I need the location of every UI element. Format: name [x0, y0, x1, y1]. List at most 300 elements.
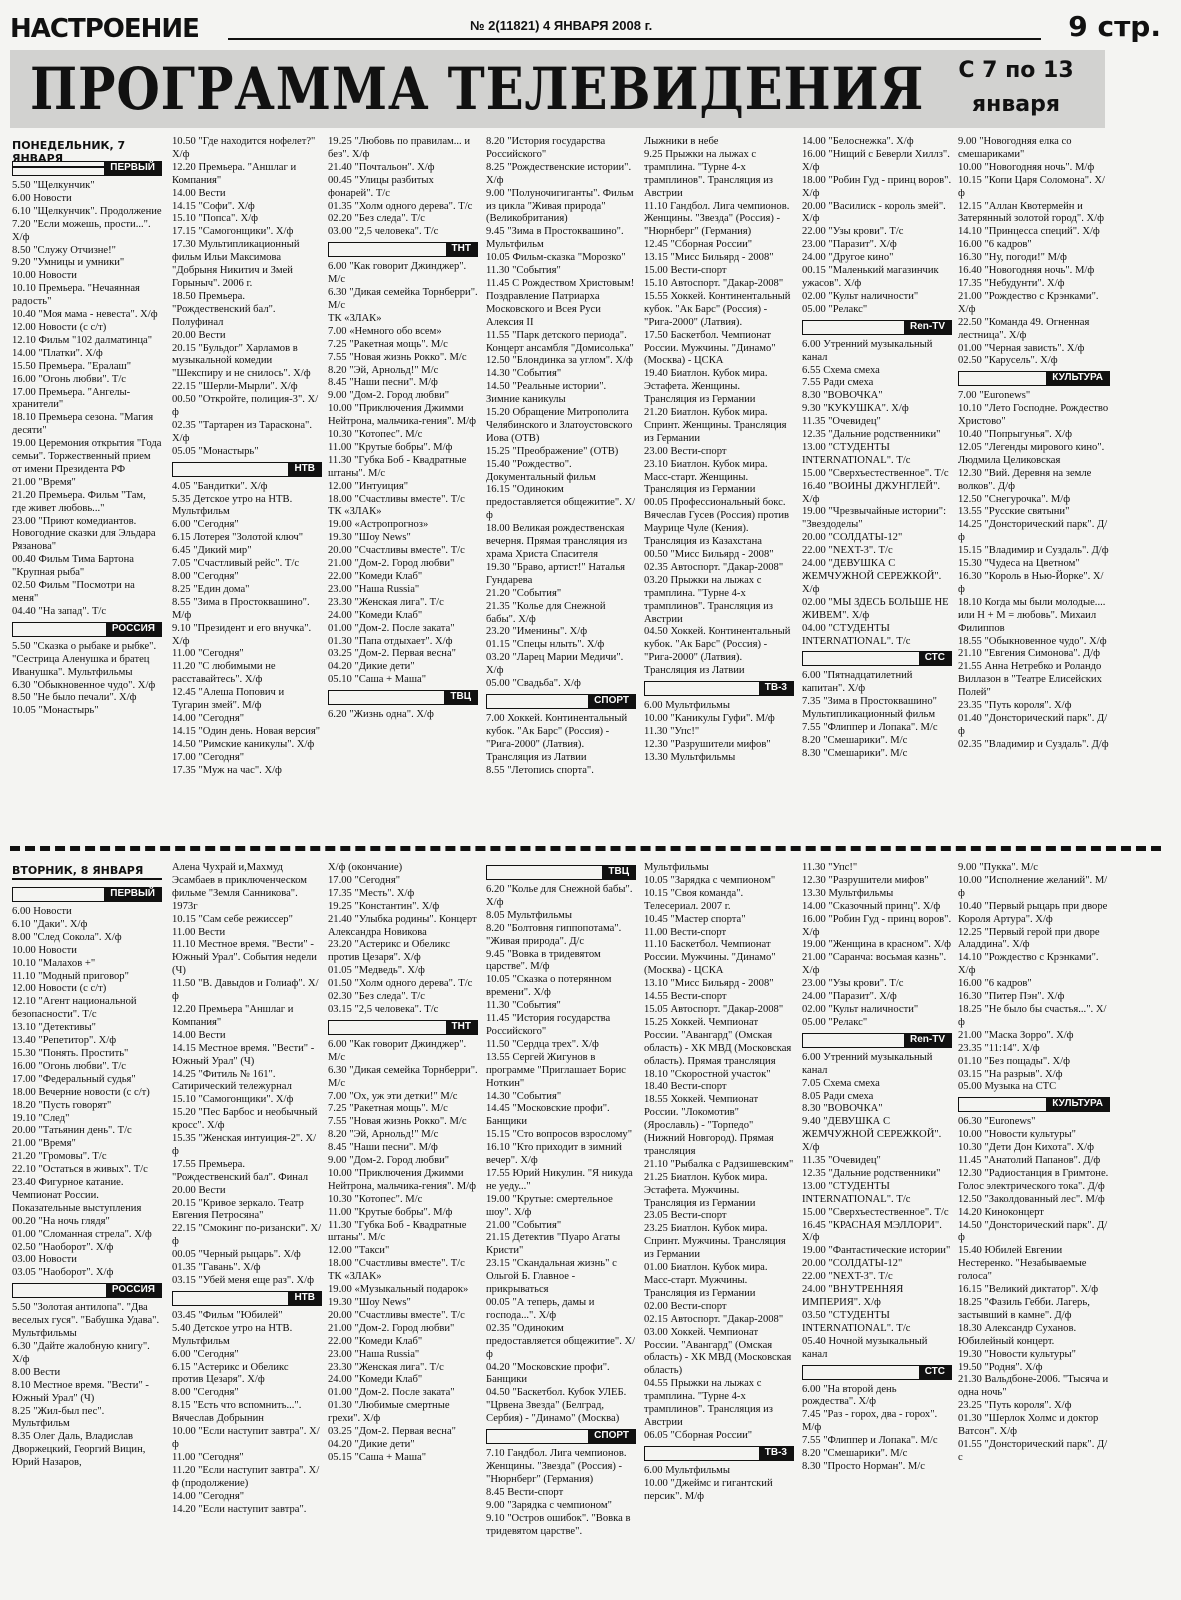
channel-name: ТВЦ — [444, 690, 477, 704]
program-listing: 20.00 Вести — [172, 1184, 226, 1196]
program-listing: 11.10 Гандбол. Лига чемпионов. Женщины. "Звезда" (Россия) - "Нюрнберг" (Германия) — [644, 200, 790, 238]
program-listing: 7.00 "Euronews" — [958, 390, 1031, 402]
program-listing: 18.25 "Не было бы счастья...". Х/ф — [958, 1003, 1107, 1028]
program-listing: 23.30 "Женская лига". Т/с — [328, 596, 444, 608]
program-listing: 6.00 Новости — [12, 906, 72, 917]
program-listing: 03.15 "2,5 человека". Т/с — [328, 1003, 439, 1015]
program-listing: 12.20 Премьера. "Аншлаг и Компания" — [172, 161, 297, 186]
program-listing: 15.15 "Владимир и Суздаль". Д/ф — [958, 545, 1109, 557]
program-listing: 15.30 "Чудеса на Цветном" — [958, 558, 1080, 570]
program-listing: 7.05 "Счастливый рейс". Т/с — [172, 558, 300, 570]
program-listing: 15.55 Хоккей. Континентальный кубок. "Ак Барс" (Россия) - "Рига-2000" (Латвия). — [644, 290, 791, 328]
program-listing: 05.15 "Саша + Маша" — [328, 1451, 427, 1463]
program-listing: 16.00 "6 кадров" — [958, 978, 1032, 990]
monday-column-2 — [172, 136, 322, 838]
program-listing: 21.00 "Время" — [12, 476, 76, 488]
program-listing: 15.25 "Преображение" (ОТВ) — [486, 445, 619, 457]
program-listing: 00.05 "А теперь, дамы и господа...". Х/ф — [486, 1297, 595, 1321]
program-listing: 21.00 "События" — [486, 1219, 562, 1231]
program-listing: 01.30 "Любимые смертные грехи". Х/ф — [328, 1400, 450, 1425]
program-listing: 03.00 "2,5 человека". Т/с — [328, 226, 439, 238]
program-listing: 02.35 "Владимир и Суздаль". Д/ф — [958, 738, 1109, 750]
program-listing: 21.10 "Рыбалка с Радзишевским" — [644, 1158, 794, 1170]
program-listing: 6.30 "Дикая семейка Торнберри". М/с — [328, 287, 478, 311]
channel-heading — [12, 887, 162, 902]
banner-dates — [941, 54, 1091, 122]
program-listing: 01.10 "Без пощады". Х/ф — [958, 1055, 1070, 1067]
program-listing: 23.15 "Скандальная жизнь" с Ольгой Б. Главное - прикрываться — [486, 1258, 617, 1296]
program-listing: 23.10 Биатлон. Кубок мира. Масс-старт. Женщины. Трансляция из Германии — [644, 458, 768, 496]
program-listing: 16.30 "Ну, погоди!" М/ф — [958, 252, 1067, 264]
program-listing: 12.35 "Дальние родственники" — [802, 1167, 941, 1179]
program-listing: 04.20 "Дикие дети" — [328, 661, 415, 673]
program-listing: 20.00 "Счастливы вместе". Т/с — [328, 1309, 465, 1321]
monday-column-5 — [644, 136, 794, 838]
program-listing: 02.50 "Карусель". Х/ф — [958, 355, 1058, 367]
program-listing: 10.00 Новости — [12, 270, 77, 282]
program-listing: 13.10 "Детективы" — [12, 1022, 96, 1034]
program-listing: 02.35 "Одиноким предоставляется общежитие". Х/ф — [486, 1322, 636, 1360]
channel-heading — [486, 694, 636, 709]
program-listing: 15.20 "Пес Барбос и необычный кросс". Х/ф — [172, 1107, 318, 1132]
channel-heading — [958, 371, 1110, 386]
program-listing: 18.10 Когда мы были молодые.... или Н + М = любовь". Михаил Филиппов — [958, 596, 1106, 634]
program-listing: 8.45 Вести-спорт — [486, 1486, 564, 1498]
program-listing: 23.20 "Именины". Х/ф — [486, 626, 588, 638]
program-listing: 00.05 Профессиональный бокс. Вячеслав Гусев (Россия) против Маурице Чуле (Кения). Трансляция из Казахстана — [644, 497, 790, 548]
program-listing: 16.15 "Великий диктатор". Х/ф — [958, 1284, 1099, 1296]
program-listing: 6.10 "Щелкунчик". Продолжение — [12, 205, 162, 217]
program-listing: 5.50 "Щелкунчик" — [12, 180, 95, 191]
program-listing: 17.30 Мультипликационный фильм Ильи Максимова "Добрыня Никитич и Змей Горыныч". 2006 г. — [172, 239, 300, 289]
program-listing: 17.35 "Небудунти". Х/ф — [958, 277, 1065, 289]
program-listing: 00.05 "Черный рыцарь". Х/ф — [172, 1249, 301, 1261]
channel-name: Ren-TV — [904, 320, 951, 334]
program-listing: 15.40 "Рождество". Документальный фильм — [486, 458, 596, 483]
program-listing: 6.10 "Даки". Х/ф — [12, 918, 88, 930]
program-listing: 8.25 "Жил-был пес". Мультфильм — [12, 1405, 105, 1430]
program-listing: 18.55 Хоккей. Чемпионат России. "Локомотив" (Ярославль) - "Торпедо" (Нижний Новгород). Прямая трансляция — [644, 1094, 774, 1157]
program-listing: 15.10 Автоспорт. "Дакар-2008" — [644, 277, 784, 289]
program-listing: 01.00 "Сломанная стрела". Х/ф — [12, 1228, 152, 1240]
program-listing: 14.20 "Если наступит завтра". — [172, 1503, 307, 1515]
program-listing: 15.00 "Сверхъестественное". Т/с — [802, 467, 949, 479]
program-listing: 03.00 Хоккей. Чемпионат России. "Авангард" (Омская область) - ХК МВД (Московская область) — [644, 1326, 792, 1377]
program-listing: 11.35 "Очевидец" — [802, 416, 881, 428]
program-listing: 5.35 Детское утро на НТВ. Мультфильм — [172, 493, 293, 518]
program-listing: 16.00 "Огонь любви". Т/с — [12, 1060, 126, 1072]
channel-heading — [486, 865, 636, 880]
monday-column-6 — [802, 136, 952, 838]
program-listing: 8.55 "Летопись спорта". — [486, 764, 594, 776]
program-listing: 11.00 "Крутые бобры". М/ф — [328, 1206, 453, 1218]
program-listing: 19.00 "Крутые: смертельное шоу". Х/ф — [486, 1193, 613, 1218]
program-listing: 12.00 Новости (с с/т) — [12, 983, 107, 995]
program-listing: 11.30 "Губка Боб - Квадратные штаны". М/с — [328, 454, 467, 479]
program-listing: 23.25 "Путь короля". Х/ф — [958, 1400, 1072, 1412]
program-listing: 01.55 "Донсторический парк". Д/с — [958, 1438, 1108, 1463]
program-listing: 12.00 Новости (с с/т) — [12, 321, 107, 333]
program-listing: 02.30 "Без следа". Т/с — [328, 991, 425, 1003]
program-listing: 13.15 "Мисс Бильярд - 2008" — [644, 252, 774, 264]
program-listing: 19.25 "Любовь по правилам... и без". Х/ф — [328, 136, 470, 160]
banner-dates-line-2: января — [972, 92, 1060, 117]
program-listing: 11.50 "В. Давыдов и Голиаф". Х/ф — [172, 978, 319, 1003]
page-number: 9 стр. — [1068, 10, 1161, 43]
program-listing: 8.20 "Смешарики". М/с — [802, 734, 908, 746]
channel-heading — [802, 320, 952, 335]
program-listing: 8.20 "Болтовня гиппопотама". "Живая природа". Д/с — [486, 922, 622, 947]
program-listing: 8.30 "ВОВОЧКА" — [802, 1103, 883, 1115]
program-listing: 7.25 "Ракетная мощь". М/с — [328, 1103, 448, 1115]
program-listing: 21.40 "Улыбка родины". Концерт Александра Новикова — [328, 913, 477, 938]
program-listing: 16.15 "Одиноким предоставляется общежитие". Х/ф — [486, 484, 636, 522]
program-listing: 04.50 Хоккей. Континентальный кубок. "Ак Барс" (Россия) - "Рига-2000" (Латвия). Трансляция из Латвии — [644, 626, 791, 677]
program-listing: 22.15 "Шерли-Мырли". Х/ф — [172, 381, 298, 393]
program-listing: 14.00 "Белоснежка". Х/ф — [802, 136, 914, 147]
program-listing: 10.00 "Приключения Джимми Нейтрона, мальчика-гения". М/ф — [328, 1167, 476, 1192]
program-listing: 19.30 "Новости культуры" — [958, 1348, 1076, 1360]
program-listing: 9.00 "Дом-2. Город любви" — [328, 390, 450, 402]
program-listing: 10.15 "Копи Царя Соломона". Х/ф — [958, 174, 1105, 199]
program-listing: 05.00 "Свадьба". Х/ф — [486, 678, 581, 690]
program-listing: 8.55 "Зима в Простоквашино". М/ф — [172, 596, 310, 621]
program-listing: 10.00 "Если наступит завтра". Х/ф — [172, 1426, 320, 1450]
program-listing: 16.00 "Робин Гуд - принц воров". Х/ф — [802, 913, 952, 938]
tuesday-column-6 — [802, 862, 952, 1594]
program-listing: 20.15 "Бульдог" Харламов в музыкальной комедии "Шекспиру и не снилось". Х/ф — [172, 342, 311, 380]
program-listing: 6.00 Утренний музыкальный канал — [802, 338, 933, 363]
program-listing: 10.05 "Монастырь" — [12, 705, 99, 717]
program-listing: 6.45 "Дикий мир" — [172, 545, 252, 557]
program-listing: 9.20 "Умницы и умники" — [12, 257, 125, 269]
program-listing: 10.05 Фильм-сказка "Морозко" — [486, 252, 626, 264]
program-listing: 00.40 Фильм Тима Бартона "Крупная рыба" — [12, 554, 134, 579]
program-listing: 12.30 "Радиостанция в Гримтоне. Голос электрического тока". Д/ф — [958, 1167, 1109, 1192]
program-listing: 8.10 Местное время. "Вести" - Южный Урал" (Ч) — [12, 1379, 149, 1404]
header-rule — [228, 38, 1041, 40]
program-listing: 22.00 "Комеди Клаб" — [328, 571, 423, 582]
program-listing: ТК «ЗЛАК» — [328, 506, 382, 518]
program-listing: 04.40 "На запад". Т/с — [12, 605, 107, 617]
program-listing: 20.00 "Счастливы вместе". Т/с — [328, 545, 465, 557]
program-listing: 03.15 "Убей меня еще раз". Х/ф — [172, 1275, 314, 1286]
channel-heading — [12, 1283, 162, 1298]
program-listing: Х/ф (окончание) — [328, 862, 403, 873]
program-listing: 17.35 "Месть". Х/ф — [328, 887, 415, 899]
channel-heading — [802, 1365, 952, 1380]
program-listing: 02.50 Фильм "Посмотри на меня" — [12, 580, 135, 604]
program-listing: 7.55 "Новая жизнь Рокко". М/с — [328, 351, 467, 363]
program-listing: 05.00 "Релакс" — [802, 303, 868, 315]
program-listing: 8.15 "Есть что вспомнить...". Вячеслав Добрынин — [172, 1400, 302, 1425]
program-listing: 18.00 Вечерние новости (с с/т) — [12, 1086, 150, 1098]
program-listing: 8.05 Ради смеха — [802, 1090, 874, 1102]
channel-name: РОССИЯ — [106, 622, 161, 636]
program-listing: 18.10 Премьера сезона. "Магия десяти" — [12, 412, 154, 437]
program-listing: 02.00 "Культ наличности" — [802, 290, 919, 302]
program-listing: 8.20 "Смешарики". М/с — [802, 1448, 908, 1460]
program-listing: 17.50 Баскетбол. Чемпионат России. Мужчины. "Динамо" (Москва) - ЦСКА — [644, 329, 776, 367]
program-listing: 03.20 Прыжки на лыжах с трамплина. "Турне 4-х трамплинов". Трансляция из Австрии — [644, 574, 773, 625]
program-listing: 03.00 Новости — [12, 1254, 77, 1266]
program-listing: 7.55 "Флиппер и Лопака". М/с — [802, 1435, 938, 1447]
program-listing: 6.00 "Сегодня" — [172, 1348, 239, 1360]
program-listing: ТК «ЗЛАК» — [328, 312, 382, 324]
program-listing: 8.30 "Смешарики". М/с — [802, 747, 908, 759]
program-listing: 21.20 "Громовы". Т/с — [12, 1151, 107, 1163]
program-listing: 13.55 Сергей Жигунов в программе "Приглашает Борис Ноткин" — [486, 1051, 626, 1089]
program-listing: 01.35 "Холм одного дерева". Т/с — [328, 200, 473, 212]
program-listing: 18.10 "Скоростной участок" — [644, 1068, 771, 1080]
program-listing: 12.10 Фильм "102 далматинца" — [12, 334, 153, 346]
program-listing: 16.40 "Новогодняя ночь". М/ф — [958, 265, 1095, 277]
program-listing: 24.00 "Паразит". Х/ф — [802, 991, 897, 1003]
channel-name: ТВ-3 — [759, 1446, 793, 1460]
program-listing: 10.15 "Своя команда". Телесериал. 2007 г. — [644, 887, 744, 912]
program-listing: 9.00 "Зарядка с чемпионом" — [486, 1499, 612, 1511]
program-listing: 6.15 Лотерея "Золотой ключ" — [172, 532, 304, 544]
program-listing: 7.00 Хоккей. Континентальный кубок. "Ак Барс" (Россия) - "Рига-2000" (Латвия). Трансляция из Латвии — [486, 712, 628, 763]
program-listing: 14.50 "Римские каникулы". Х/ф — [172, 738, 315, 750]
program-listing: 01.35 "Гавань". Х/ф — [172, 1262, 261, 1274]
program-listing: 8.00 Вести — [12, 1366, 61, 1378]
program-listing: 9.00 "Полуночигиганты". Фильм из цикла "Живая природа" (Великобритания) — [486, 187, 634, 225]
program-listing: 02.35 "Тартарен из Тараскона". Х/ф — [172, 419, 313, 444]
program-listing: 01.50 "Холм одного дерева". Т/с — [328, 978, 473, 990]
program-listing: 17.00 "Сегодня" — [328, 874, 401, 886]
program-listing: 12.05 "Легенды мирового кино". Людмила Целиковская — [958, 441, 1105, 466]
program-listing: 01.30 "Папа отдыхает". Х/ф — [328, 635, 453, 647]
program-listing: 00.50 "Откройте, полиция-3". Х/ф — [172, 394, 319, 419]
program-listing: 15.35 "Женская интуиция-2". Х/ф — [172, 1133, 317, 1157]
program-listing: 8.45 "Наши песни". М/ф — [328, 377, 438, 389]
program-listing: 7.00 "Ох, уж эти детки!" М/с — [328, 1090, 458, 1102]
program-listing: 19.30 "Шоу News" — [328, 1297, 411, 1308]
program-listing: 8.05 Мультфильмы — [486, 909, 572, 921]
program-listing: 12.45 "Сборная России" — [644, 239, 753, 251]
program-listing: 15.10 "Попса". Х/ф — [172, 213, 259, 225]
program-listing: 15.30 "Понять. Простить" — [12, 1047, 129, 1059]
program-listing: 21.00 "Рождество с Крэнками". Х/ф — [958, 290, 1099, 315]
program-listing: 9.10 "Остров ошибок". "Вовка в тридевятом царстве". — [486, 1512, 631, 1537]
program-listing: 10.40 "Моя мама - невеста". Х/ф — [12, 309, 158, 321]
program-listing: 23.35 "Путь короля". Х/ф — [958, 700, 1072, 712]
program-listing: 24.00 "ВНУТРЕННЯЯ ИМПЕРИЯ". Х/ф — [802, 1284, 904, 1308]
program-listing: 11.10 "Модный приговор" — [12, 970, 129, 982]
program-listing: 12.30 "Разрушители мифов" — [644, 738, 771, 750]
program-listing: 10.10 "Лето Господне. Рождество Христово" — [958, 403, 1109, 428]
channel-heading — [328, 690, 478, 705]
program-listing: 23.25 Биатлон. Кубок мира. Спринт. Мужчины. Трансляция из Германии — [644, 1223, 786, 1261]
program-listing: 18.00 "Робин Гуд - принц воров". Х/ф — [802, 174, 952, 199]
program-listing: 16.30 "Король в Нью-Йорке". Х/ф — [958, 571, 1104, 595]
program-listing: 14.00 Вести — [172, 187, 226, 199]
program-listing: 17.00 Премьера. "Ангелы-хранители" — [12, 386, 131, 411]
program-listing: 8.25 "Рождественские истории". Х/ф — [486, 161, 632, 186]
program-listing: 11.55 "Парк детского периода". Концерт ансамбля "Домисолька" — [486, 329, 634, 354]
program-listing: 14.00 "Платки". Х/ф — [12, 347, 103, 359]
program-listing: 18.30 Александр Суханов. Юбилейный концерт. — [958, 1322, 1077, 1347]
program-listing: 19.50 "Родня". Х/ф — [958, 1361, 1043, 1373]
program-listing: 22.00 "Комеди Клаб" — [328, 1335, 423, 1347]
program-listing: 14.30 "События" — [486, 1090, 562, 1102]
channel-heading — [644, 681, 794, 696]
program-listing: 02.35 Автоспорт. "Дакар-2008" — [644, 561, 784, 573]
channel-name: ТНТ — [446, 242, 477, 256]
program-listing: 10.40 "Попрыгунья". Х/ф — [958, 429, 1072, 441]
program-listing: 19.00 «Астропрогноз» — [328, 519, 429, 531]
program-listing: 19.10 "След" — [12, 1112, 70, 1124]
channel-heading — [958, 1097, 1110, 1112]
program-listing: 18.00 "Счастливы вместе". Т/с — [328, 493, 465, 505]
program-listing: 21.00 "Дом-2. Город любви" — [328, 1322, 455, 1334]
channel-name: КУЛЬТУРА — [1046, 1097, 1109, 1111]
program-listing: 9.00 "Дом-2. Город любви" — [328, 1155, 450, 1167]
program-listing: 00.20 "На ночь глядя" — [12, 1215, 110, 1227]
program-listing: 9.40 "ДЕВУШКА С ЖЕМЧУЖНОЙ СЕРЕЖКОЙ". Х/ф — [802, 1116, 942, 1154]
program-listing: 14.20 Киноконцерт — [958, 1206, 1044, 1218]
channel-name: ТВ-3 — [759, 681, 793, 695]
program-listing: 15.40 Юбилей Евгении Нестеренко. "Незабываемые голоса" — [958, 1245, 1087, 1283]
program-listing: 9.10 "Президент и его внучка". Х/ф — [172, 622, 312, 647]
program-listing: 23.00 "Узы крови". Т/с — [802, 978, 904, 990]
program-listing: 11.00 "Сегодня" — [172, 648, 244, 660]
program-listing: 20.00 Вести — [172, 329, 226, 341]
program-listing: 01.40 "Донсторический парк". Д/ф — [958, 712, 1108, 737]
program-listing: 8.50 "Не было печали". Х/ф — [12, 692, 137, 704]
program-listing: 12.30 "Разрушители мифов" — [802, 874, 929, 886]
channel-name: НТВ — [288, 1291, 321, 1305]
program-listing: 21.20 "События" — [486, 587, 562, 599]
program-listing: 13.00 "СТУДЕНТЫ INTERNATIONAL". Т/с — [802, 441, 911, 466]
channel-heading — [328, 242, 478, 257]
program-listing: 20.00 "Василиск - король змей". Х/ф — [802, 200, 946, 225]
program-listing: 8.00 "След Сокола". Х/ф — [12, 931, 122, 943]
program-listing: 12.00 "Такси" — [328, 1245, 390, 1257]
program-listing: 10.00 "Приключения Джимми Нейтрона, мальчика-гения". М/ф — [328, 403, 476, 428]
program-listing: 6.55 Схема смеха — [802, 364, 880, 376]
program-listing: 8.30 "Просто Норман". М/с — [802, 1460, 925, 1472]
channel-heading — [172, 1291, 322, 1306]
program-listing: 11.30 "События" — [486, 265, 561, 277]
program-listing: 13.30 Мультфильмы — [644, 751, 736, 763]
program-listing: 13.30 Мультфильмы — [802, 887, 894, 899]
channel-heading — [12, 622, 162, 637]
channel-name: ТВЦ — [602, 865, 635, 879]
program-listing: 8.20 "Эй, Арнольд!" М/с — [328, 364, 439, 376]
program-listing: 6.00 Мультфильмы — [644, 1464, 730, 1476]
tuesday-column-1 — [12, 884, 162, 1594]
program-listing: 12.45 "Алеша Попович и Тугарин змей". М/ф — [172, 687, 285, 712]
program-listing: 6.00 Мультфильмы — [644, 700, 730, 712]
program-listing: 19.30 "Браво, артист!" Наталья Гундарева — [486, 561, 626, 586]
program-listing: 7.05 Схема смеха — [802, 1077, 880, 1089]
program-listing: 10.30 "Котопес". М/с — [328, 1193, 423, 1205]
day-separator — [10, 846, 1161, 851]
program-listing: 02.15 Автоспорт. "Дакар-2008" — [644, 1313, 784, 1325]
program-listing: 22.00 "NEXT-3". Т/с — [802, 1271, 893, 1283]
banner-title: ПРОГРАММА ТЕЛЕВИДЕНИЯ — [30, 55, 925, 123]
program-listing: 7.10 Гандбол. Лига чемпионов. Женщины. "Звезда" (Россия) - "Нюрнберг" (Германия) — [486, 1448, 627, 1485]
tuesday-column-3 — [328, 862, 478, 1594]
program-listing: 21.10 "Евгения Симонова". Д/ф — [958, 648, 1100, 660]
program-listing: 7.00 «Немного обо всем» — [328, 325, 442, 337]
program-listing: 19.00 "Чрезвычайные истории": "Звездоделы" — [802, 506, 947, 531]
program-listing: 8.00 "Сегодня" — [172, 571, 239, 582]
program-listing: 11.00 Вести-спорт — [644, 926, 727, 938]
program-listing: 9.45 "Зима в Простоквашино". Мультфильм — [486, 226, 624, 251]
program-listing: 10.00 "Новогодняя ночь". М/ф — [958, 161, 1095, 173]
program-listing: 05.40 Ночной музыкальный канал — [802, 1335, 928, 1360]
program-listing: 21.20 Биатлон. Кубок мира. Спринт. Женщины. Трансляция из Германии — [644, 407, 787, 444]
day-heading-tuesday: ВТОРНИК, 8 ЯНВАРЯ — [12, 864, 162, 880]
program-listing: 16.00 "6 кадров" — [958, 239, 1032, 251]
program-listing: 17.15 "Самогонщики". Х/ф — [172, 226, 294, 238]
program-listing: 8.20 "История государства Российского" — [486, 136, 606, 160]
program-listing: 16.45 "КРАСНАЯ МЭЛЛОРИ". Х/ф — [802, 1219, 942, 1244]
program-listing: 24.00 "Комеди Клаб" — [328, 1374, 423, 1386]
program-listing: 12.15 "Аллан Квотермейн и Затерянный золотой город". Х/ф — [958, 200, 1104, 225]
program-listing: 6.00 Утренний музыкальный канал — [802, 1051, 933, 1076]
channel-name: РОССИЯ — [106, 1283, 161, 1297]
channel-name: КУЛЬТУРА — [1046, 371, 1109, 385]
program-listing: 10.45 "Мастер спорта" — [644, 913, 746, 925]
program-listing: 14.00 Вести — [172, 1029, 226, 1041]
program-listing: 23.00 "Наша Russia" — [328, 1348, 420, 1360]
program-listing: 10.10 Премьера. "Нечаянная радость" — [12, 283, 140, 308]
program-listing: 02.50 "Наоборот". Х/ф — [12, 1241, 114, 1253]
program-listing: 03.45 "Фильм "Юбилей" — [172, 1309, 283, 1321]
program-listing: 11.45 "Анатолий Папанов". Д/ф — [958, 1155, 1101, 1167]
channel-name: СТС — [919, 1365, 951, 1379]
program-listing: 18.50 Премьера. "Рождественский бал". Полуфинал — [172, 290, 276, 328]
program-listing: 10.15 "Сам себе режиссер" — [172, 913, 293, 925]
program-listing: 14.15 Местное время. "Вести" - Южный Урал" (Ч) — [172, 1042, 315, 1067]
program-listing: 03.25 "Дом-2. Первая весна" — [328, 648, 456, 660]
program-listing: 11.30 "Упс!" — [802, 862, 858, 873]
program-listing: 6.30 "Дикая семейка Торнберри". М/с — [328, 1064, 478, 1089]
program-listing: 22.15 "Смокинг по-ризански". Х/ф — [172, 1223, 322, 1248]
program-listing: 01.05 "Медведь". Х/ф — [328, 965, 425, 977]
program-listing: 20.00 "СОЛДАТЫ-12" — [802, 1258, 903, 1270]
program-listing: 12.30 "Вий. Деревня на земле волков". Д/ф — [958, 467, 1092, 492]
program-listing: 01.00 "Черная зависть". Х/ф — [958, 342, 1085, 354]
program-listing: 6.30 "Дайте жалобную книгу". Х/ф — [12, 1341, 150, 1365]
program-listing: 11.10 Баскетбол. Чемпионат России. Мужчины. "Динамо" (Москва) - ЦСКА — [644, 939, 776, 977]
program-listing: 19.40 Биатлон. Кубок мира. Эстафета. Женщины. Трансляция из Германии — [644, 368, 768, 406]
channel-heading — [802, 651, 952, 666]
program-listing: 14.50 "Реальные истории". Зимние каникулы — [486, 381, 607, 406]
program-listing: 15.05 Автоспорт. "Дакар-2008" — [644, 1003, 784, 1015]
program-listing: Мультфильмы — [644, 862, 709, 873]
program-listing: 21.00 "Время" — [12, 1138, 76, 1150]
channel-name: СПОРТ — [588, 1429, 635, 1443]
program-listing: 02.00 "Культ наличности" — [802, 1003, 919, 1015]
channel-name: СПОРТ — [588, 694, 635, 708]
program-listing: 05.00 "Релакс" — [802, 1016, 868, 1028]
program-listing: 10.30 "Дети Дон Кихота". Х/ф — [958, 1142, 1094, 1154]
program-listing: 6.15 "Астерикс и Обеликс против Цезаря". Х/ф — [172, 1361, 289, 1386]
newspaper-section-title: НАСТРОЕНИЕ — [10, 14, 199, 44]
program-listing: 7.25 "Ракетная мощь". М/с — [328, 338, 448, 350]
program-listing: 12.50 "Блондинка за углом". Х/ф — [486, 355, 633, 367]
program-listing: 05.10 "Саша + Маша" — [328, 674, 427, 686]
program-listing: 06.30 "Euronews" — [958, 1116, 1036, 1128]
program-listing: 23.00 Вести-спорт — [644, 445, 727, 457]
channel-name: ПЕРВЫЙ — [104, 161, 161, 175]
program-listing: 8.45 "Наши песни". М/ф — [328, 1142, 438, 1154]
